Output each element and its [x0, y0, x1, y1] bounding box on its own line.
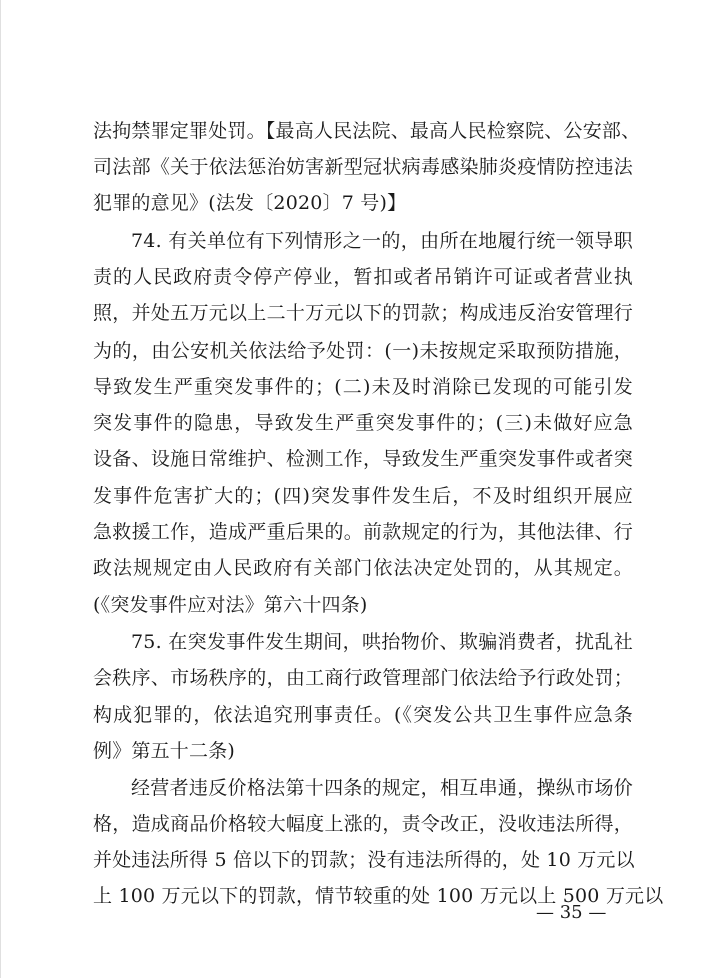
text-line-2: 司法部《关于依法惩治妨害新型冠状病毒感染肺炎疫情防控违法 [93, 156, 633, 178]
text-line-21: 并处违法所得 5 倍以下的罚款；没有违法所得的，处 10 万元以 [93, 849, 635, 871]
text-line-1: 法拘禁罪定罪处罚。【最高人民法院、最高人民检察院、公安部、 [93, 120, 641, 142]
text-line-5: 责的人民政府责令停产停业，暂扣或者吊销许可证或者营业执 [93, 266, 633, 288]
text-line-22: 上 100 万元以下的罚款，情节较重的处 100 万元以上 500 万元以 [93, 885, 664, 907]
text-line-20: 格，造成商品价格较大幅度上涨的，责令改正，没收违法所得， [93, 813, 633, 835]
text-line-8: 导致发生严重突发事件的；(二)未及时消除已发现的可能引发 [93, 376, 633, 398]
text-line-7: 为的，由公安机关依法给予处罚：(一)未按规定采取预防措施， [93, 340, 633, 362]
text-line-19: 经营者违反价格法第十四条的规定，相互串通，操纵市场价 [131, 777, 633, 799]
text-line-15: 75. 在突发事件发生期间，哄抬物价、欺骗消费者，扰乱社 [131, 631, 633, 653]
text-line-6: 照，并处五万元以上二十万元以下的罚款；构成违反治安管理行 [93, 302, 633, 324]
text-line-12: 急救援工作，造成严重后果的。前款规定的行为，其他法律、行 [93, 521, 633, 543]
text-line-4: 74. 有关单位有下列情形之一的，由所在地履行统一领导职 [131, 230, 633, 252]
text-line-9: 突发事件的隐患，导致发生严重突发事件的；(三)未做好应急 [93, 412, 633, 434]
text-line-17: 构成犯罪的，依法追究刑事责任。(《突发公共卫生事件应急条 [93, 704, 633, 726]
text-line-10: 设备、设施日常维护、检测工作，导致发生严重突发事件或者突 [93, 448, 633, 470]
page-number: — 35 — [536, 902, 607, 923]
text-line-13: 政法规规定由人民政府有关部门依法决定处罚的，从其规定。 [93, 557, 633, 579]
text-line-14: (《突发事件应对法》第六十四条) [93, 594, 368, 616]
text-line-18: 例》第五十二条) [93, 740, 236, 762]
text-line-11: 发事件危害扩大的；(四)突发事件发生后，不及时组织开展应 [93, 485, 633, 507]
text-line-16: 会秩序、市场秩序的，由工商行政管理部门依法给予行政处罚； [93, 667, 633, 689]
text-line-3: 犯罪的意见》(法发〔2020〕7 号)】 [93, 192, 407, 214]
